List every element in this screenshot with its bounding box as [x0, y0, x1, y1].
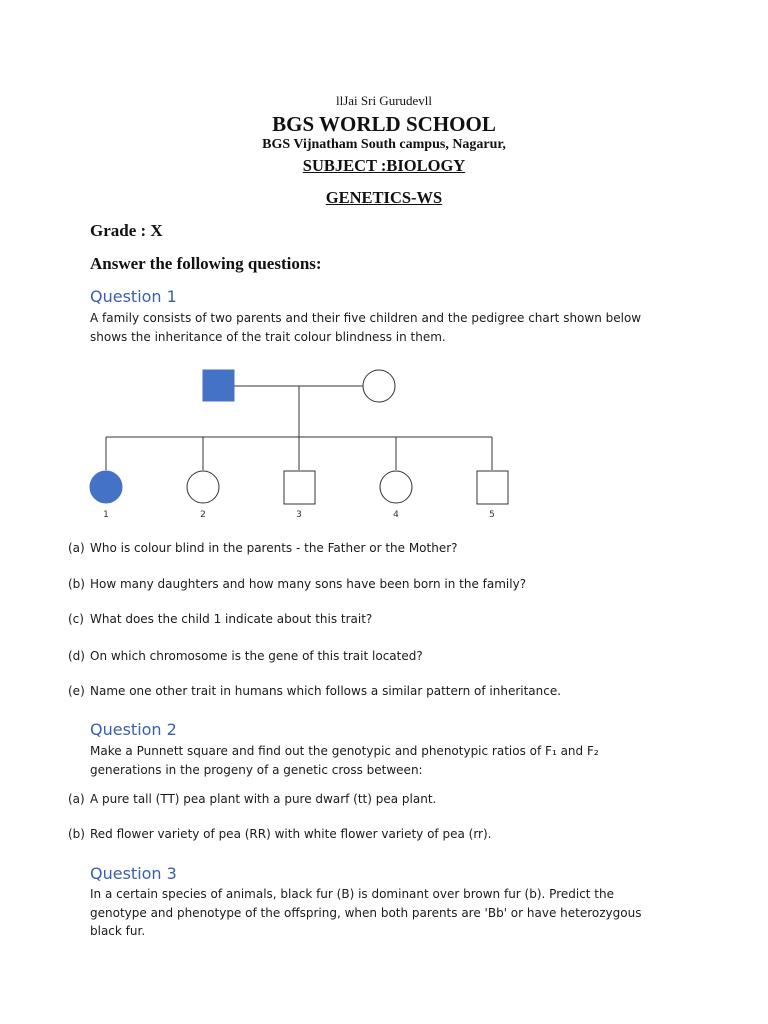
question-1-heading: Question 1: [90, 287, 177, 306]
sub-label: (e): [68, 684, 85, 698]
sub-label: (a): [68, 792, 85, 806]
question-1-sub-a: [68, 541, 458, 555]
school-name: BGS WORLD SCHOOL: [272, 112, 496, 136]
sub-label: (a): [68, 541, 85, 555]
sub-text: Name one other trait in humans which follows a similar pattern of inheritance.: [90, 684, 562, 698]
child-3-symbol: [284, 471, 315, 504]
question-1-sub-e: [68, 684, 561, 698]
sub-label: (d): [68, 649, 85, 663]
question-2-sub-b: [68, 827, 491, 841]
child-1-label: 1: [103, 510, 109, 520]
child-2-symbol: [187, 471, 219, 503]
worksheet-title: GENETICS-WS: [325, 188, 443, 207]
sub-label: (b): [68, 577, 85, 591]
question-2-text: Make a Punnett square and find out the genotypic and phenotypic ratios of F₁ and F₂ generations in the progeny of a genetic cross between:: [90, 744, 599, 777]
sub-text: Red flower variety of pea (RR) with white flower variety of pea (rr).: [90, 827, 492, 841]
sub-label: (b): [68, 827, 85, 841]
child-1-symbol: [90, 471, 122, 503]
child-3-label: 3: [296, 510, 302, 520]
child-2-label: 2: [200, 510, 206, 520]
mother-symbol: [363, 370, 395, 402]
question-1-sub-b: [68, 577, 526, 591]
child-4-label: 4: [393, 510, 399, 520]
sub-label: (c): [68, 612, 84, 626]
question-1-sub-d: [68, 649, 423, 663]
question-1-sub-c: [68, 612, 372, 626]
child-5-label: 5: [489, 510, 495, 520]
question-2-heading: Question 2: [90, 720, 177, 739]
sub-text: How many daughters and how many sons have been born in the family?: [90, 577, 527, 591]
invocation-line: llJai Sri Gurudevll: [335, 93, 433, 108]
pedigree-chart: [0, 355, 768, 525]
child-5-symbol: [477, 471, 508, 504]
child-4-symbol: [380, 471, 412, 503]
question-2-sub-a: [68, 792, 436, 806]
instruction-text: Answer the following questions:: [90, 254, 322, 273]
question-3-text: In a certain species of animals, black fur (B) is dominant over brown fur (b). Predict the genotype and phenotype of the offspring, when both parents are 'Bb' or have heterozygous black fur.: [90, 887, 642, 938]
campus-address: BGS Vijnatham South campus, Nagarur,: [262, 137, 506, 152]
sub-text: A pure tall (TT) pea plant with a pure dwarf (tt) pea plant.: [90, 792, 437, 806]
father-symbol: [203, 370, 234, 401]
question-1-text: A family consists of two parents and their five children and the pedigree chart shown below shows the inheritance of the trait colour blindness in them.: [90, 311, 642, 344]
grade-label: Grade : X: [90, 221, 163, 240]
sub-text: What does the child 1 indicate about this trait?: [90, 612, 373, 626]
question-3-heading: Question 3: [90, 864, 177, 883]
subject-title: SUBJECT :BIOLOGY: [302, 156, 466, 175]
sub-text: Who is colour blind in the parents - the Father or the Mother?: [90, 541, 458, 555]
sub-text: On which chromosome is the gene of this trait located?: [90, 649, 423, 663]
